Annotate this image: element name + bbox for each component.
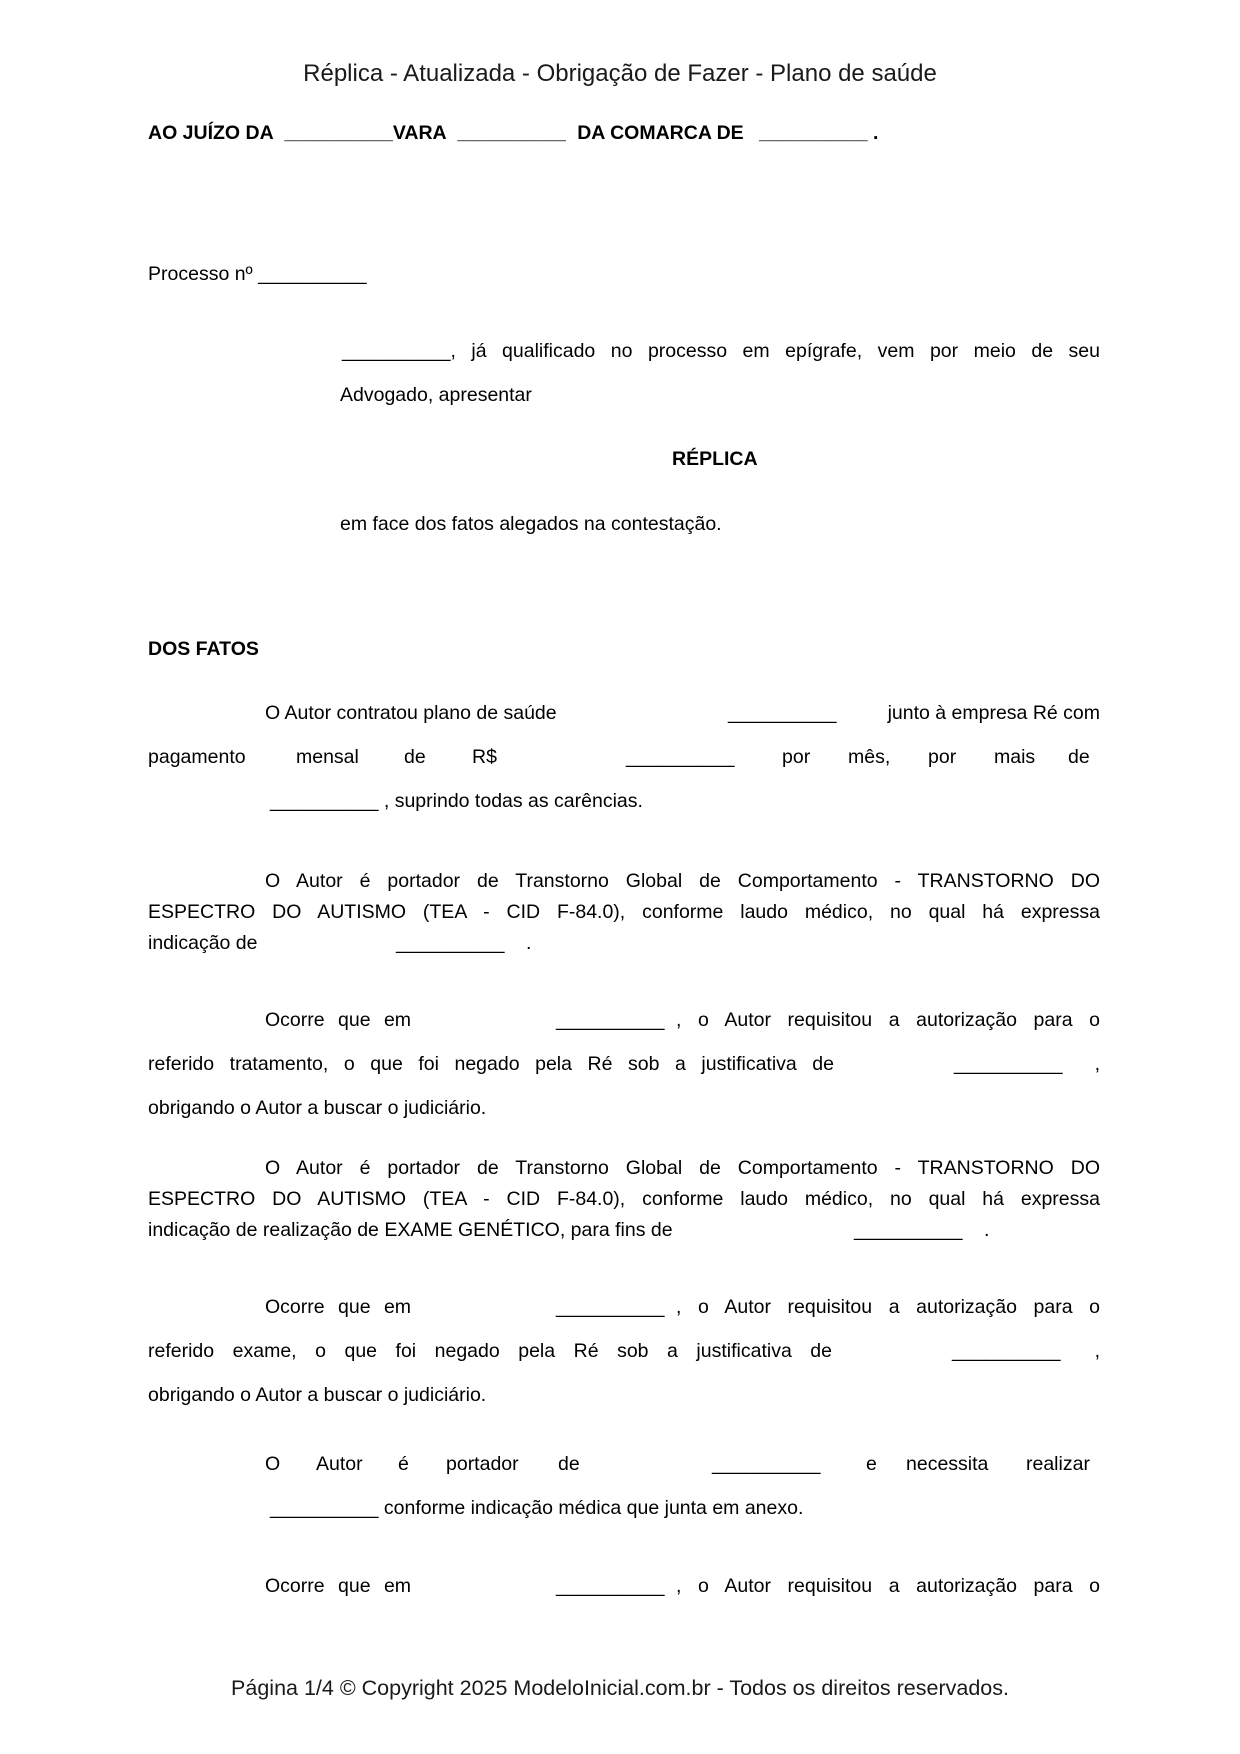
p5-text-c: referido exame, o que foi negado pela Ré sob a justificativa de — [148, 1340, 832, 1362]
blank-health-plan[interactable]: __________ — [728, 702, 837, 724]
p5-text-b: , o Autor requisitou a autorização para o — [676, 1296, 1100, 1318]
p5-text-a: Ocorre que em — [265, 1296, 412, 1318]
p1-text-a: O Autor contratou plano de saúde — [265, 702, 557, 724]
replica-heading: RÉPLICA — [672, 448, 758, 470]
paragraph-2-line-3 — [148, 932, 1100, 955]
p1-word: de — [404, 746, 426, 768]
blank-treatment-request-date[interactable]: __________ — [556, 1009, 665, 1031]
blank-procedure-request-date[interactable]: __________ — [556, 1575, 665, 1597]
p1-word: mês, — [848, 746, 891, 768]
blank-treatment-denial-reason[interactable]: __________ — [954, 1053, 1063, 1075]
paragraph-2-line-2: ESPECTRO DO AUTISMO (TEA - CID F-84.0), conforme laudo médico, no qual há expressa — [148, 901, 1100, 923]
p6-word: é — [398, 1453, 409, 1475]
paragraph-2-line-1: O Autor é portador de Transtorno Global de Comportamento - TRANSTORNO DO — [265, 870, 1100, 892]
p3-text-c: referido tratamento, o que foi negado pela Ré sob a justificativa de — [148, 1053, 834, 1075]
blank-author-name[interactable]: __________ — [342, 340, 451, 362]
intro-line-1 — [340, 340, 1100, 363]
address-part-2: VARA — [392, 122, 446, 144]
p2-text: indicação de — [148, 932, 258, 954]
p1-text-b: junto à empresa Ré com — [887, 702, 1100, 724]
blank-exam-request-date[interactable]: __________ — [556, 1296, 665, 1318]
p5-text-d: , — [1094, 1340, 1100, 1362]
court-address-line — [148, 122, 878, 145]
blank-process-number[interactable]: __________ — [258, 263, 367, 285]
p3-text-a: Ocorre que em — [265, 1009, 412, 1031]
p6-text-c: conforme indicação médica que junta em anexo. — [383, 1497, 804, 1519]
p7-text-a: Ocorre que em — [265, 1575, 412, 1597]
p7-text-b: , o Autor requisitou a autorização para o — [676, 1575, 1100, 1597]
intro-end: em face dos fatos alegados na contestação. — [340, 513, 722, 535]
paragraph-5-line-3: obrigando o Autor a buscar o judiciário. — [148, 1384, 487, 1406]
p6-word: portador — [446, 1453, 519, 1475]
address-end: . — [872, 122, 879, 144]
blank-comarca[interactable]: __________ — [759, 122, 868, 144]
process-label: Processo nº — [148, 263, 253, 285]
blank-contract-duration[interactable]: __________ — [270, 790, 379, 812]
p6-word: e — [866, 1453, 877, 1475]
paragraph-4-line-3 — [148, 1219, 1100, 1242]
intro-line-2: Advogado, apresentar — [340, 384, 532, 406]
document-title: Réplica - Atualizada - Obrigação de Fazer - Plano de saúde — [303, 60, 937, 87]
blank-genetic-exam-purpose[interactable]: __________ — [854, 1219, 963, 1241]
p1-word: mensal — [296, 746, 359, 768]
paragraph-4-line-1: O Autor é portador de Transtorno Global de Comportamento - TRANSTORNO DO — [265, 1157, 1100, 1179]
p3-text-d: , — [1094, 1053, 1100, 1075]
p1-word: de — [1068, 746, 1090, 768]
p6-word: necessita — [906, 1453, 989, 1475]
paragraph-3-line-3: obrigando o Autor a buscar o judiciário. — [148, 1097, 487, 1119]
p1-word: por — [782, 746, 811, 768]
blank-vara-name[interactable]: __________ — [457, 122, 566, 144]
blank-treatment-indication[interactable]: __________ — [396, 932, 505, 954]
blank-exam-denial-reason[interactable]: __________ — [952, 1340, 1061, 1362]
p1-word: por — [928, 746, 957, 768]
p1-word: pagamento — [148, 746, 246, 768]
paragraph-6-line-2 — [270, 1497, 803, 1520]
p1-word: mais — [994, 746, 1036, 768]
page-footer: Página 1/4 © Copyright 2025 ModeloInicial.com.br - Todos os direitos reservados. — [231, 1676, 1009, 1700]
p3-text-b: , o Autor requisitou a autorização para o — [676, 1009, 1100, 1031]
blank-condition[interactable]: __________ — [712, 1453, 821, 1475]
p6-word: Autor — [316, 1453, 363, 1475]
blank-monthly-payment[interactable]: __________ — [626, 746, 735, 768]
paragraph-1-line-3 — [270, 790, 643, 813]
address-part-1: AO JUÍZO DA — [148, 122, 273, 144]
section-heading-facts: DOS FATOS — [148, 638, 259, 660]
p6-word: O — [265, 1453, 281, 1475]
p1-text-e: , suprindo todas as carências. — [383, 790, 643, 812]
p4-end: . — [984, 1219, 990, 1241]
p2-end: . — [526, 932, 532, 954]
address-part-3: DA COMARCA DE — [577, 122, 744, 144]
paragraph-4-line-2: ESPECTRO DO AUTISMO (TEA - CID F-84.0), conforme laudo médico, no qual há expressa — [148, 1188, 1100, 1210]
blank-vara-number[interactable]: __________ — [284, 122, 393, 144]
process-number-line — [148, 263, 367, 286]
p6-word: de — [558, 1453, 580, 1475]
blank-procedure[interactable]: __________ — [270, 1497, 379, 1519]
p1-word: R$ — [472, 746, 497, 768]
intro-line-1-text: , já qualificado no processo em epígrafe, vem por meio de seu — [450, 340, 1100, 362]
p6-word: realizar — [1026, 1453, 1090, 1475]
p4-text: indicação de realização de EXAME GENÉTICO, para fins de — [148, 1219, 673, 1241]
